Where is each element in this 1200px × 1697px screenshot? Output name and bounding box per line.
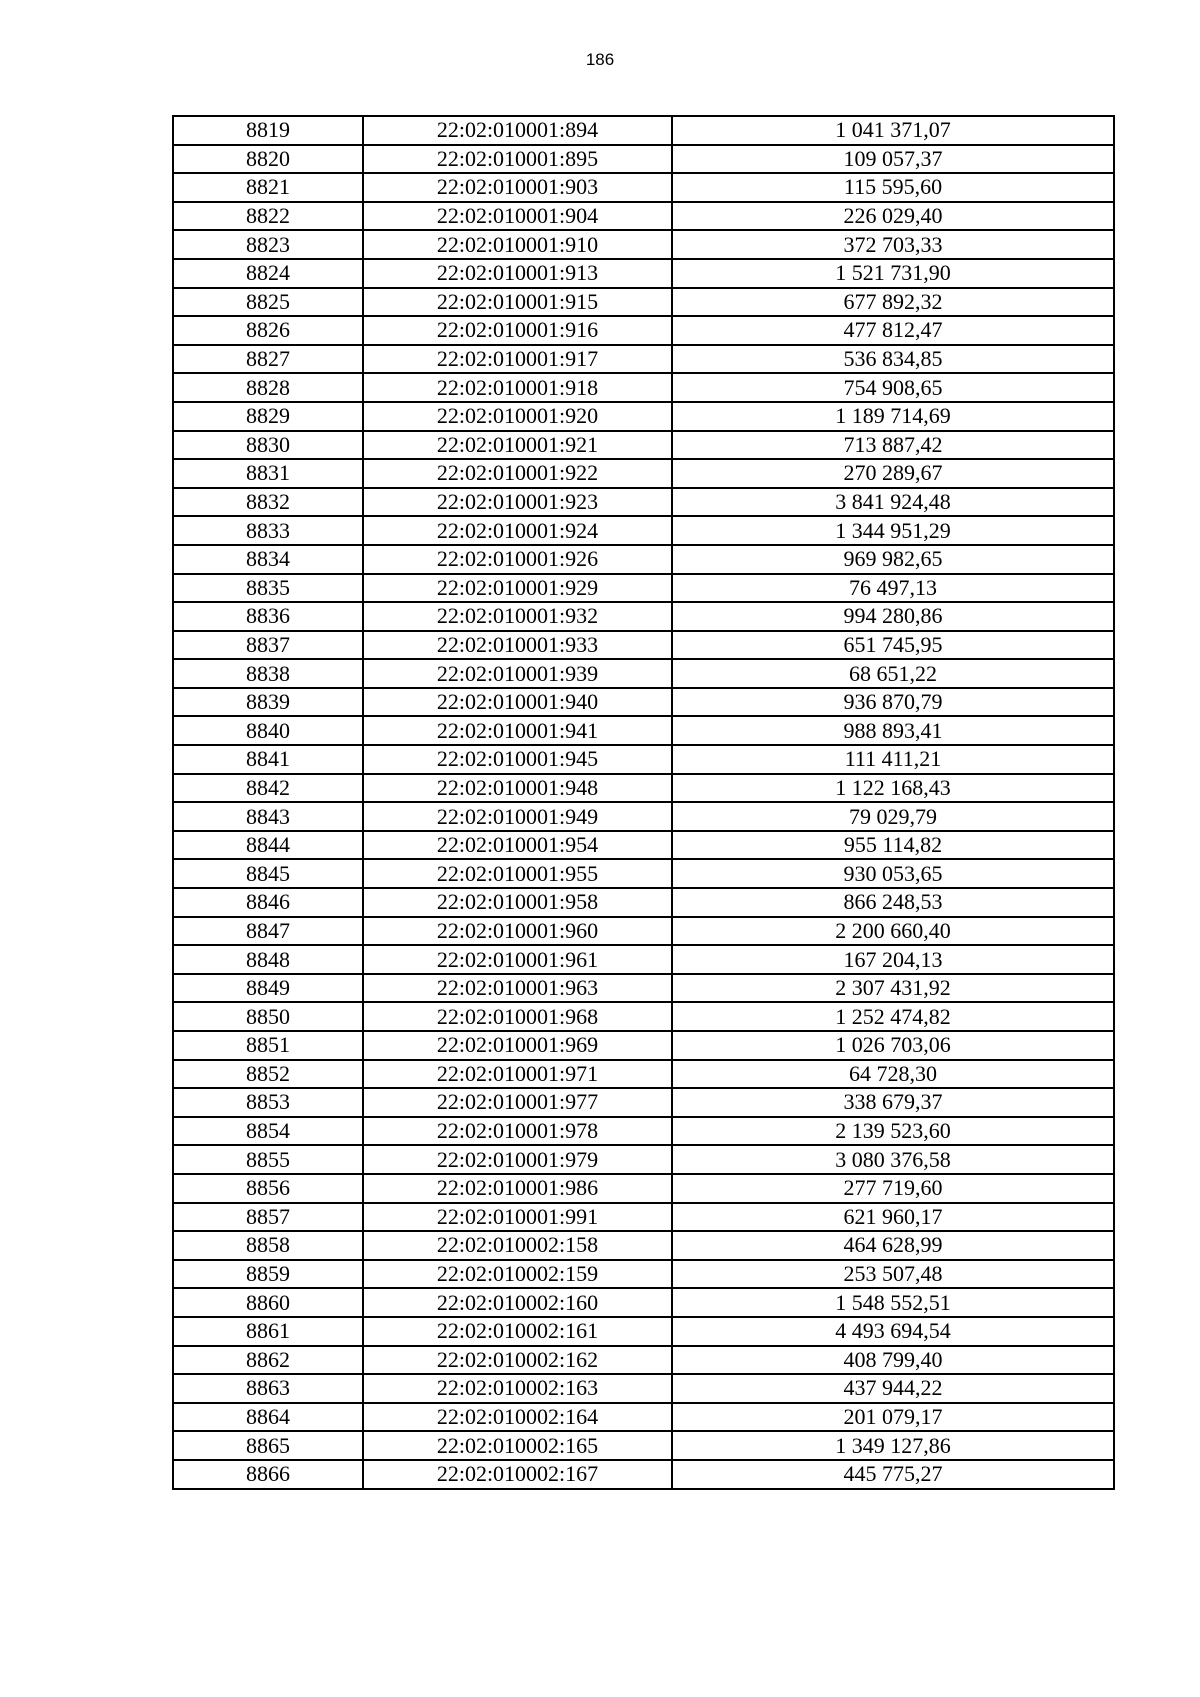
row-number-cell: 8851 bbox=[173, 1031, 363, 1060]
value-cell: 994 280,86 bbox=[672, 602, 1114, 631]
row-number-cell: 8848 bbox=[173, 945, 363, 974]
row-number-cell: 8866 bbox=[173, 1460, 363, 1489]
table-row bbox=[173, 116, 1114, 145]
table-row bbox=[173, 974, 1114, 1003]
row-number-cell: 8821 bbox=[173, 173, 363, 202]
row-number-cell: 8841 bbox=[173, 745, 363, 774]
value-cell: 955 114,82 bbox=[672, 831, 1114, 860]
table-row bbox=[173, 1203, 1114, 1232]
row-number-cell: 8836 bbox=[173, 602, 363, 631]
cadastral-number-cell: 22:02:010002:165 bbox=[363, 1431, 672, 1460]
cadastral-number-cell: 22:02:010001:954 bbox=[363, 831, 672, 860]
cadastral-number-cell: 22:02:010001:940 bbox=[363, 688, 672, 717]
cadastral-number-cell: 22:02:010001:977 bbox=[363, 1088, 672, 1117]
table-row bbox=[173, 945, 1114, 974]
cadastral-number-cell: 22:02:010001:939 bbox=[363, 659, 672, 688]
value-cell: 3 841 924,48 bbox=[672, 488, 1114, 517]
cadastral-value-table bbox=[172, 115, 1115, 1490]
cadastral-number-cell: 22:02:010001:904 bbox=[363, 202, 672, 231]
row-number-cell: 8832 bbox=[173, 488, 363, 517]
row-number-cell: 8837 bbox=[173, 631, 363, 660]
table-row bbox=[173, 288, 1114, 317]
table-row bbox=[173, 1346, 1114, 1375]
value-cell: 4 493 694,54 bbox=[672, 1317, 1114, 1346]
row-number-cell: 8835 bbox=[173, 574, 363, 603]
table-row bbox=[173, 173, 1114, 202]
row-number-cell: 8846 bbox=[173, 888, 363, 917]
row-number-cell: 8828 bbox=[173, 373, 363, 402]
table-row bbox=[173, 631, 1114, 660]
table-row bbox=[173, 888, 1114, 917]
row-number-cell: 8844 bbox=[173, 831, 363, 860]
value-cell: 477 812,47 bbox=[672, 316, 1114, 345]
value-cell: 115 595,60 bbox=[672, 173, 1114, 202]
value-cell: 464 628,99 bbox=[672, 1231, 1114, 1260]
row-number-cell: 8856 bbox=[173, 1174, 363, 1203]
table-row bbox=[173, 574, 1114, 603]
row-number-cell: 8861 bbox=[173, 1317, 363, 1346]
cadastral-number-cell: 22:02:010001:917 bbox=[363, 345, 672, 374]
cadastral-number-cell: 22:02:010001:910 bbox=[363, 230, 672, 259]
cadastral-number-cell: 22:02:010002:159 bbox=[363, 1260, 672, 1289]
cadastral-number-cell: 22:02:010001:941 bbox=[363, 716, 672, 745]
cadastral-number-cell: 22:02:010001:894 bbox=[363, 116, 672, 145]
row-number-cell: 8849 bbox=[173, 974, 363, 1003]
cadastral-number-cell: 22:02:010001:926 bbox=[363, 545, 672, 574]
row-number-cell: 8860 bbox=[173, 1288, 363, 1317]
row-number-cell: 8854 bbox=[173, 1117, 363, 1146]
row-number-cell: 8859 bbox=[173, 1260, 363, 1289]
row-number-cell: 8831 bbox=[173, 459, 363, 488]
row-number-cell: 8850 bbox=[173, 1002, 363, 1031]
row-number-cell: 8834 bbox=[173, 545, 363, 574]
table-row bbox=[173, 145, 1114, 174]
value-cell: 408 799,40 bbox=[672, 1346, 1114, 1375]
table-row bbox=[173, 602, 1114, 631]
value-cell: 988 893,41 bbox=[672, 716, 1114, 745]
table-row bbox=[173, 1460, 1114, 1489]
table-row bbox=[173, 545, 1114, 574]
table-row bbox=[173, 230, 1114, 259]
value-cell: 677 892,32 bbox=[672, 288, 1114, 317]
table-row bbox=[173, 345, 1114, 374]
value-cell: 167 204,13 bbox=[672, 945, 1114, 974]
table-row bbox=[173, 831, 1114, 860]
value-cell: 372 703,33 bbox=[672, 230, 1114, 259]
cadastral-number-cell: 22:02:010001:924 bbox=[363, 516, 672, 545]
value-cell: 1 041 371,07 bbox=[672, 116, 1114, 145]
table-row bbox=[173, 859, 1114, 888]
row-number-cell: 8847 bbox=[173, 917, 363, 946]
value-cell: 754 908,65 bbox=[672, 373, 1114, 402]
table-row bbox=[173, 459, 1114, 488]
cadastral-number-cell: 22:02:010001:932 bbox=[363, 602, 672, 631]
row-number-cell: 8820 bbox=[173, 145, 363, 174]
row-number-cell: 8843 bbox=[173, 802, 363, 831]
cadastral-number-cell: 22:02:010001:923 bbox=[363, 488, 672, 517]
cadastral-number-cell: 22:02:010001:933 bbox=[363, 631, 672, 660]
row-number-cell: 8862 bbox=[173, 1346, 363, 1375]
cadastral-number-cell: 22:02:010002:160 bbox=[363, 1288, 672, 1317]
value-cell: 1 189 714,69 bbox=[672, 402, 1114, 431]
value-cell: 936 870,79 bbox=[672, 688, 1114, 717]
value-cell: 969 982,65 bbox=[672, 545, 1114, 574]
cadastral-number-cell: 22:02:010002:164 bbox=[363, 1403, 672, 1432]
cadastral-number-cell: 22:02:010001:978 bbox=[363, 1117, 672, 1146]
table-row bbox=[173, 716, 1114, 745]
row-number-cell: 8825 bbox=[173, 288, 363, 317]
row-number-cell: 8824 bbox=[173, 259, 363, 288]
value-cell: 270 289,67 bbox=[672, 459, 1114, 488]
cadastral-number-cell: 22:02:010001:960 bbox=[363, 917, 672, 946]
table-row bbox=[173, 1174, 1114, 1203]
row-number-cell: 8823 bbox=[173, 230, 363, 259]
table-row bbox=[173, 259, 1114, 288]
cadastral-number-cell: 22:02:010001:991 bbox=[363, 1203, 672, 1232]
row-number-cell: 8845 bbox=[173, 859, 363, 888]
table-row bbox=[173, 1031, 1114, 1060]
table-row bbox=[173, 1231, 1114, 1260]
table-row bbox=[173, 774, 1114, 803]
value-cell: 201 079,17 bbox=[672, 1403, 1114, 1432]
row-number-cell: 8833 bbox=[173, 516, 363, 545]
value-cell: 2 139 523,60 bbox=[672, 1117, 1114, 1146]
cadastral-number-cell: 22:02:010001:921 bbox=[363, 431, 672, 460]
table-row bbox=[173, 1088, 1114, 1117]
cadastral-number-cell: 22:02:010001:971 bbox=[363, 1060, 672, 1089]
cadastral-number-cell: 22:02:010001:916 bbox=[363, 316, 672, 345]
value-cell: 930 053,65 bbox=[672, 859, 1114, 888]
cadastral-number-cell: 22:02:010001:913 bbox=[363, 259, 672, 288]
table-body bbox=[173, 116, 1114, 1489]
table-row bbox=[173, 431, 1114, 460]
value-cell: 338 679,37 bbox=[672, 1088, 1114, 1117]
row-number-cell: 8819 bbox=[173, 116, 363, 145]
table-row bbox=[173, 1145, 1114, 1174]
value-cell: 111 411,21 bbox=[672, 745, 1114, 774]
value-cell: 437 944,22 bbox=[672, 1374, 1114, 1403]
table-row bbox=[173, 1260, 1114, 1289]
row-number-cell: 8863 bbox=[173, 1374, 363, 1403]
cadastral-number-cell: 22:02:010001:920 bbox=[363, 402, 672, 431]
table-row bbox=[173, 402, 1114, 431]
value-cell: 2 200 660,40 bbox=[672, 917, 1114, 946]
cadastral-number-cell: 22:02:010001:986 bbox=[363, 1174, 672, 1203]
table-row bbox=[173, 516, 1114, 545]
value-cell: 536 834,85 bbox=[672, 345, 1114, 374]
row-number-cell: 8829 bbox=[173, 402, 363, 431]
value-cell: 68 651,22 bbox=[672, 659, 1114, 688]
row-number-cell: 8838 bbox=[173, 659, 363, 688]
table-row bbox=[173, 745, 1114, 774]
table-row bbox=[173, 1002, 1114, 1031]
value-cell: 1 026 703,06 bbox=[672, 1031, 1114, 1060]
value-cell: 1 122 168,43 bbox=[672, 774, 1114, 803]
cadastral-number-cell: 22:02:010001:955 bbox=[363, 859, 672, 888]
value-cell: 1 521 731,90 bbox=[672, 259, 1114, 288]
row-number-cell: 8822 bbox=[173, 202, 363, 231]
cadastral-number-cell: 22:02:010001:945 bbox=[363, 745, 672, 774]
cadastral-number-cell: 22:02:010001:979 bbox=[363, 1145, 672, 1174]
row-number-cell: 8853 bbox=[173, 1088, 363, 1117]
value-cell: 3 080 376,58 bbox=[672, 1145, 1114, 1174]
cadastral-number-cell: 22:02:010002:161 bbox=[363, 1317, 672, 1346]
cadastral-number-cell: 22:02:010001:918 bbox=[363, 373, 672, 402]
row-number-cell: 8830 bbox=[173, 431, 363, 460]
table-row bbox=[173, 1288, 1114, 1317]
row-number-cell: 8858 bbox=[173, 1231, 363, 1260]
value-cell: 713 887,42 bbox=[672, 431, 1114, 460]
row-number-cell: 8865 bbox=[173, 1431, 363, 1460]
table-row bbox=[173, 659, 1114, 688]
value-cell: 651 745,95 bbox=[672, 631, 1114, 660]
cadastral-number-cell: 22:02:010001:895 bbox=[363, 145, 672, 174]
row-number-cell: 8842 bbox=[173, 774, 363, 803]
table-row bbox=[173, 488, 1114, 517]
value-cell: 253 507,48 bbox=[672, 1260, 1114, 1289]
value-cell: 76 497,13 bbox=[672, 574, 1114, 603]
value-cell: 1 344 951,29 bbox=[672, 516, 1114, 545]
table-row bbox=[173, 1403, 1114, 1432]
cadastral-number-cell: 22:02:010001:922 bbox=[363, 459, 672, 488]
value-cell: 109 057,37 bbox=[672, 145, 1114, 174]
table-row bbox=[173, 316, 1114, 345]
value-cell: 1 548 552,51 bbox=[672, 1288, 1114, 1317]
cadastral-number-cell: 22:02:010001:968 bbox=[363, 1002, 672, 1031]
value-cell: 1 349 127,86 bbox=[672, 1431, 1114, 1460]
cadastral-number-cell: 22:02:010001:969 bbox=[363, 1031, 672, 1060]
table-row bbox=[173, 917, 1114, 946]
cadastral-number-cell: 22:02:010002:167 bbox=[363, 1460, 672, 1489]
cadastral-number-cell: 22:02:010001:963 bbox=[363, 974, 672, 1003]
row-number-cell: 8826 bbox=[173, 316, 363, 345]
value-cell: 277 719,60 bbox=[672, 1174, 1114, 1203]
value-cell: 621 960,17 bbox=[672, 1203, 1114, 1232]
cadastral-number-cell: 22:02:010001:961 bbox=[363, 945, 672, 974]
page-number: 186 bbox=[585, 50, 615, 69]
table-row bbox=[173, 1117, 1114, 1146]
row-number-cell: 8864 bbox=[173, 1403, 363, 1432]
cadastral-number-cell: 22:02:010001:929 bbox=[363, 574, 672, 603]
cadastral-number-cell: 22:02:010001:948 bbox=[363, 774, 672, 803]
table-row bbox=[173, 1374, 1114, 1403]
table-row bbox=[173, 1317, 1114, 1346]
value-cell: 226 029,40 bbox=[672, 202, 1114, 231]
cadastral-number-cell: 22:02:010001:949 bbox=[363, 802, 672, 831]
row-number-cell: 8855 bbox=[173, 1145, 363, 1174]
cadastral-number-cell: 22:02:010001:903 bbox=[363, 173, 672, 202]
table-row bbox=[173, 1060, 1114, 1089]
cadastral-number-cell: 22:02:010002:162 bbox=[363, 1346, 672, 1375]
row-number-cell: 8857 bbox=[173, 1203, 363, 1232]
value-cell: 2 307 431,92 bbox=[672, 974, 1114, 1003]
value-cell: 79 029,79 bbox=[672, 802, 1114, 831]
row-number-cell: 8827 bbox=[173, 345, 363, 374]
table-row bbox=[173, 373, 1114, 402]
row-number-cell: 8852 bbox=[173, 1060, 363, 1089]
table-row bbox=[173, 802, 1114, 831]
table-row bbox=[173, 1431, 1114, 1460]
row-number-cell: 8839 bbox=[173, 688, 363, 717]
cadastral-number-cell: 22:02:010001:958 bbox=[363, 888, 672, 917]
value-cell: 1 252 474,82 bbox=[672, 1002, 1114, 1031]
value-cell: 866 248,53 bbox=[672, 888, 1114, 917]
table-row bbox=[173, 688, 1114, 717]
row-number-cell: 8840 bbox=[173, 716, 363, 745]
cadastral-number-cell: 22:02:010002:163 bbox=[363, 1374, 672, 1403]
cadastral-number-cell: 22:02:010002:158 bbox=[363, 1231, 672, 1260]
cadastral-number-cell: 22:02:010001:915 bbox=[363, 288, 672, 317]
value-cell: 445 775,27 bbox=[672, 1460, 1114, 1489]
value-cell: 64 728,30 bbox=[672, 1060, 1114, 1089]
table-row bbox=[173, 202, 1114, 231]
